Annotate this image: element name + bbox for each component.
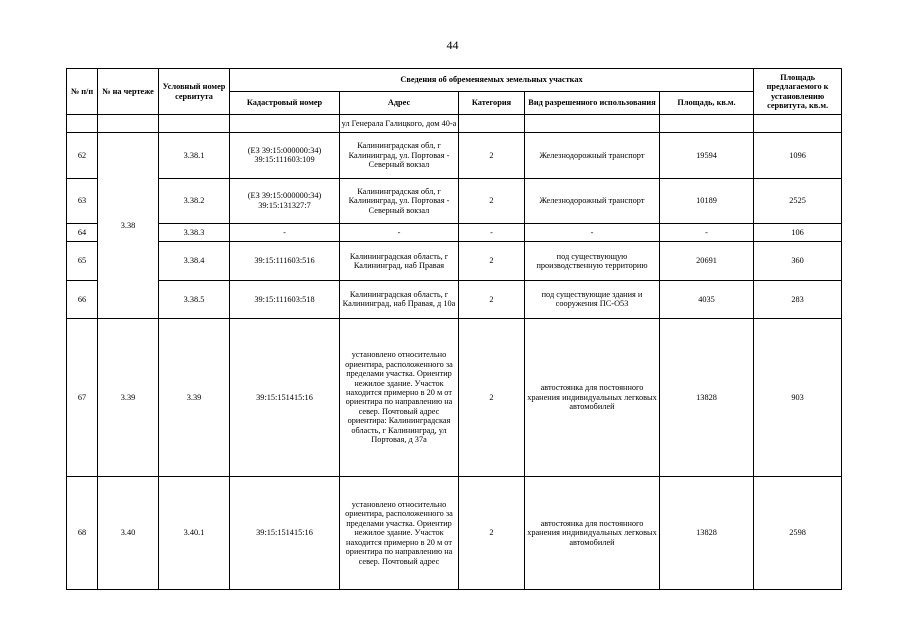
use-cell: под существующую производственную территорию xyxy=(525,242,660,280)
use-cell: Железнодорожный транспорт xyxy=(525,178,660,223)
header-col-servitude: Условный номер сервитута xyxy=(159,69,230,115)
drawing-number: 3.39 xyxy=(98,319,159,477)
row-number: 67 xyxy=(67,319,98,477)
table-row xyxy=(67,178,842,223)
drawing-number: 3.40 xyxy=(98,476,159,589)
servitude-number: 3.38.2 xyxy=(159,178,230,223)
area-cell: 13828 xyxy=(660,476,754,589)
table-row xyxy=(67,476,842,589)
cadastral-number: - xyxy=(230,224,340,242)
address-cell: Калининградская обл, г Калининград, ул. Портовая - Северный вокзал xyxy=(340,133,459,178)
use-cell: - xyxy=(525,224,660,242)
row-number: 65 xyxy=(67,242,98,280)
page-number: 44 xyxy=(446,38,459,52)
use-cell: автостоянка для постоянного хранения индивидуальных легковых автомобилей xyxy=(525,476,660,589)
category-cell: 2 xyxy=(459,319,525,477)
proposed-area-cell: 360 xyxy=(754,242,842,280)
table-row xyxy=(67,280,842,318)
category-cell: 2 xyxy=(459,476,525,589)
category-cell: 2 xyxy=(459,133,525,178)
address-cell: установлено относительно ориентира, расположенного за пределами участка. Ориентир нежилое здание. Участок находится примерно в 20 м от ориентира по направлению на север. Почтовый адрес ориентира: Калининградская область, г Калининград, ул Портовая, д 37а xyxy=(340,319,459,477)
address-cell: Калининградская область, г Калининград, наб Правая xyxy=(340,242,459,280)
header-col-area: Площадь, кв.м. xyxy=(660,92,754,115)
encumbered-land-table xyxy=(66,68,842,590)
proposed-area-cell: 106 xyxy=(754,224,842,242)
cadastral-number: (ЕЗ 39:15:000000:34) 39:15:111603:109 xyxy=(230,133,340,178)
servitude-number: 3.39 xyxy=(159,319,230,477)
row-number: 63 xyxy=(67,178,98,223)
header-col-use: Вид разрешенного использования xyxy=(525,92,660,115)
proposed-area-cell: 283 xyxy=(754,280,842,318)
cadastral-number: 39:15:111603:516 xyxy=(230,242,340,280)
area-cell: 10189 xyxy=(660,178,754,223)
header-col-address: Адрес xyxy=(340,92,459,115)
cadastral-number: 39:15:111603:518 xyxy=(230,280,340,318)
category-cell: 2 xyxy=(459,242,525,280)
servitude-number: 3.38.1 xyxy=(159,133,230,178)
servitude-number: 3.38.4 xyxy=(159,242,230,280)
proposed-area-cell: 903 xyxy=(754,319,842,477)
table-row-continuation xyxy=(67,115,842,133)
area-cell: - xyxy=(660,224,754,242)
header-row-1 xyxy=(67,69,842,92)
address-cell: установлено относительно ориентира, расположенного за пределами участка. Ориентир нежилое здание. Участок находится примерно в 20 м от ориентира по направлению на север. Почтовый адрес xyxy=(340,476,459,589)
cadastral-number: (ЕЗ 39:15:000000:34) 39:15:131327:7 xyxy=(230,178,340,223)
area-cell: 13828 xyxy=(660,319,754,477)
table-row xyxy=(67,242,842,280)
servitude-number: 3.38.3 xyxy=(159,224,230,242)
header-col-cadastral: Кадастровый номер xyxy=(230,92,340,115)
proposed-area-cell: 2525 xyxy=(754,178,842,223)
header-col-proposed-area: Площадь предлагаемого к установлению сервитута, кв.м. xyxy=(754,69,842,115)
category-cell: 2 xyxy=(459,280,525,318)
category-cell: - xyxy=(459,224,525,242)
header-col-category: Категория xyxy=(459,92,525,115)
row-number: 62 xyxy=(67,133,98,178)
servitude-number: 3.40.1 xyxy=(159,476,230,589)
servitude-number: 3.38.5 xyxy=(159,280,230,318)
area-cell: 19594 xyxy=(660,133,754,178)
table-row xyxy=(67,224,842,242)
row-number: 68 xyxy=(67,476,98,589)
cadastral-number: 39:15:151415:16 xyxy=(230,476,340,589)
header-col-num: № п/п xyxy=(67,69,98,115)
header-group-title: Сведения об обременяемых земельных участках xyxy=(230,69,754,92)
cadastral-number: 39:15:151415:16 xyxy=(230,319,340,477)
header-col-drawing: № на чертеже xyxy=(98,69,159,115)
proposed-area-cell: 2598 xyxy=(754,476,842,589)
row-number: 64 xyxy=(67,224,98,242)
area-cell: 4035 xyxy=(660,280,754,318)
address-cell: ул Генерала Галицкого, дом 40-а xyxy=(340,115,459,133)
use-cell: под существующие здания и сооружения ПС-О53 xyxy=(525,280,660,318)
table-row xyxy=(67,319,842,477)
use-cell: автостоянка для постоянного хранения индивидуальных легковых автомобилей xyxy=(525,319,660,477)
address-cell: - xyxy=(340,224,459,242)
drawing-number: 3.38 xyxy=(98,133,159,319)
table-row xyxy=(67,133,842,178)
area-cell: 20691 xyxy=(660,242,754,280)
category-cell: 2 xyxy=(459,178,525,223)
address-cell: Калининградская обл, г Калининград, ул. Портовая - Северный вокзал xyxy=(340,178,459,223)
proposed-area-cell: 1096 xyxy=(754,133,842,178)
row-number: 66 xyxy=(67,280,98,318)
use-cell: Железнодорожный транспорт xyxy=(525,133,660,178)
address-cell: Калининградская область, г Калининград, наб Правая, д 10а xyxy=(340,280,459,318)
